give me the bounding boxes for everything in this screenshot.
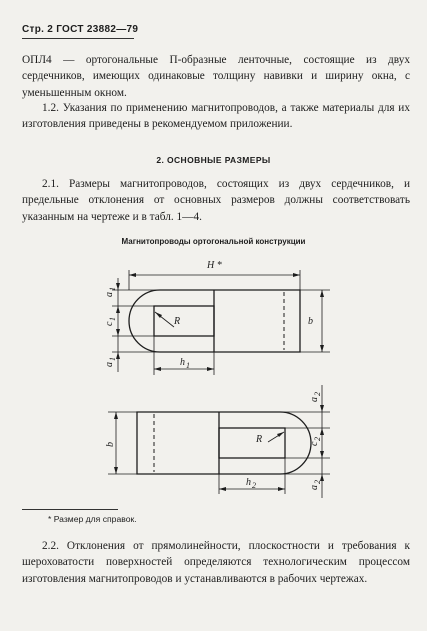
svg-text:a: a <box>104 362 115 367</box>
top-dimension-lines <box>112 270 330 375</box>
label-c1 <box>104 317 117 326</box>
paragraph-opl4: ОПЛ4 — ортогональные П-образные ленточные, состоящие из двух сердечников, имеющих одинаковые толщину навивки и ширину окна, с уменьшенным окном. <box>22 54 410 99</box>
svg-text:2: 2 <box>313 392 322 396</box>
svg-text:1: 1 <box>108 287 117 291</box>
svg-text:1: 1 <box>108 357 117 361</box>
label-b-top: b <box>308 316 313 327</box>
svg-text:h: h <box>246 477 251 488</box>
svg-text:h: h <box>180 357 185 368</box>
section-title: 2. ОСНОВНЫЕ РАЗМЕРЫ <box>156 155 271 165</box>
label-a1-top <box>104 287 117 297</box>
label-a2-top <box>309 392 322 402</box>
svg-text:2: 2 <box>313 480 322 484</box>
svg-text:c: c <box>104 321 115 326</box>
svg-text:1: 1 <box>108 317 117 321</box>
label-a2-bottom <box>309 480 322 490</box>
figure-title: Магнитопроводы ортогональной конструкции <box>121 237 306 246</box>
svg-text:2: 2 <box>252 481 256 490</box>
top-core-outline <box>129 290 300 352</box>
svg-text:2: 2 <box>313 437 322 441</box>
svg-text:a: a <box>104 292 115 297</box>
label-H: H * <box>207 260 222 271</box>
label-b-bottom <box>105 442 116 447</box>
svg-text:b: b <box>105 442 116 447</box>
page-header: Стр. 2 ГОСТ 23882—79 <box>22 24 139 35</box>
label-a1-bottom <box>104 357 117 367</box>
svg-text:a: a <box>309 485 320 490</box>
paragraph-2-2: 2.2. Отклонения от прямолинейности, плоскостности и требования к шероховатости поверхностей определяются технологическим процессом изготовления магнитопроводов и устанавливаются в рабочих чертежах. <box>22 540 410 585</box>
paragraph-2-1: 2.1. Размеры магнитопроводов, состоящих из двух сердечников, и предельные отклонения от основных размеров должны соответствовать указанным на чертеже и в табл. 1—4. <box>22 178 410 223</box>
footnote-rule <box>22 509 118 510</box>
top-arrowheads <box>116 273 324 371</box>
svg-text:1: 1 <box>186 361 190 370</box>
paragraph-1-2: 1.2. Указания по применению магнитопроводов, а также материалы для их изготовления приведены в рекомендуемом приложении. <box>22 102 410 131</box>
label-R-bottom: R <box>256 434 263 445</box>
label-h2 <box>246 477 256 490</box>
label-h1 <box>180 357 190 370</box>
svg-text:c: c <box>309 441 320 446</box>
svg-text:a: a <box>309 397 320 402</box>
label-R-top: R <box>174 316 181 327</box>
footnote: * Размер для справок. <box>48 514 137 524</box>
